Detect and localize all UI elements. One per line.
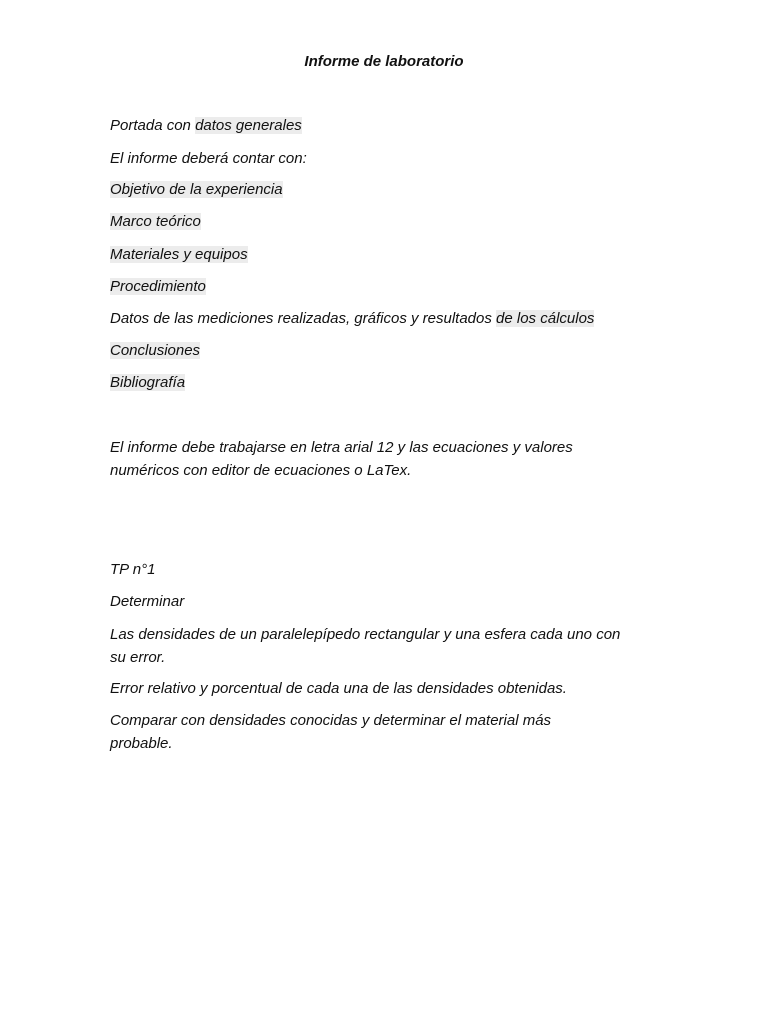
list-item-label: Marco teórico — [110, 213, 201, 230]
list-item-materiales — [110, 244, 640, 267]
list-item-label: Objetivo de la experiencia — [110, 181, 283, 198]
datos-line — [110, 308, 650, 331]
list-item-procedimiento — [110, 276, 640, 299]
portada-highlight: datos generales — [195, 117, 302, 134]
list-item-label: Procedimiento — [110, 278, 206, 295]
portada-prefix: Portada con — [110, 117, 191, 134]
tp-point-error: Error relativo y porcentual de cada una de las densidades obtenidas. — [110, 680, 567, 697]
list-item-marco — [110, 211, 640, 234]
format-note: El informe debe trabajarse en letra arial 12 y las ecuaciones y valores numéricos con editor de ecuaciones o LaTex. — [110, 439, 573, 479]
datos-highlight: de los cálculos — [496, 310, 595, 327]
tp-determinar: Determinar — [110, 593, 185, 610]
list-item-label: Bibliografía — [110, 374, 186, 391]
tp-point-densidades: Las densidades de un paralelepípedo rectangular y una esfera cada uno con su error. — [110, 626, 621, 666]
list-item-objetivo — [110, 179, 640, 202]
tp-point-comparar: Comparar con densidades conocidas y determinar el material más probable. — [110, 712, 552, 752]
tp-heading: TP n°1 — [110, 561, 156, 578]
document-title: Informe de laboratorio — [304, 53, 464, 70]
list-item-bibliografia — [110, 372, 640, 395]
list-item-label: Materiales y equipos — [110, 246, 248, 263]
intro-line: El informe deberá contar con: — [110, 150, 307, 167]
list-item-conclusiones — [110, 340, 640, 363]
datos-prefix: Datos de las mediciones realizadas, gráficos y resultados — [110, 310, 492, 327]
list-item-label: Conclusiones — [110, 342, 201, 359]
portada-line — [110, 115, 640, 138]
